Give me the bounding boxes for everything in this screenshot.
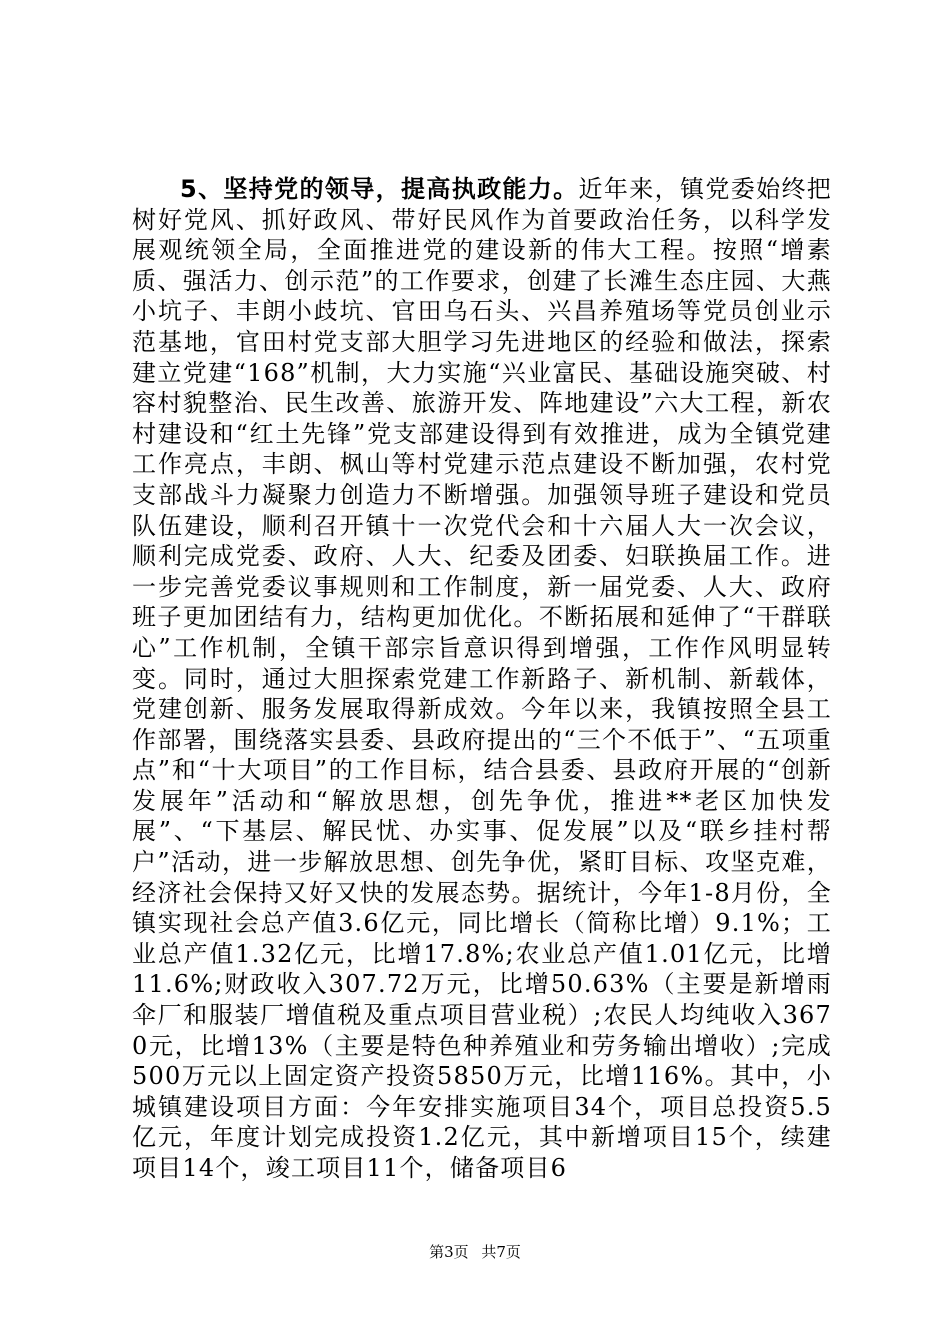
body-paragraph (132, 174, 832, 1184)
paragraph-text: 近年来，镇党委始终把树好党风、抓好政风、带好民风作为首要政治任务，以科学发展观统领全局，全面推进党的建设新的伟大工程。按照“增素质、强活力、创示范”的工作要求，创建了长滩生态庄园、大燕小坑子、丰朗小歧坑、官田乌石头、兴昌养殖场等党员创业示范基地，官田村党支部大胆学习先进地区的经验和做法，探索建立党建“168”机制，大力实施“兴业富民、基础设施突破、村容村貌整治、民生改善、旅游开发、阵地建设”六大工程，新农村建设和“红土先锋”党支部建设得到有效推进，成为全镇党建工作亮点，丰朗、枫山等村党建示范点建设不断加强，农村党支部战斗力凝聚力创造力不断增强。加强领导班子建设和党员队伍建设，顺利召开镇十一次党代会和十六届人大一次会议，顺利完成党委、政府、人大、纪委及团委、妇联换届工作。进一步完善党委议事规则和工作制度，新一届党委、人大、政府班子更加团结有力，结构更加优化。不断拓展和延伸了“干群联心”工作机制，全镇干部宗旨意识得到增强，工作作风明显转变。同时，通过大胆探索党建工作新路子、新机制、新载体，党建创新、服务发展取得新成效。今年以来，我镇按照全县工作部署，围绕落实县委、县政府提出的“三个不低于”、“五项重点”和“十大项目”的工作目标，结合县委、县政府开展的“创新发展年”活动和“解放思想，创先争优，推进**老区加快发展”、“下基层、解民忧、办实事、促发展”以及“联乡挂村帮户”活动，进一步解放思想、创先争优，紧盯目标、攻坚克难，经济社会保持又好又快的发展态势。据统计，今年1-8月份，全镇实现社会总产值3.6亿元，同比增长（简称比增）9.1%；工业总产值1.32亿元，比增17.8%;农业总产值1.01亿元，比增11.6%;财政收入307.72万元，比增50.63%（主要是新增雨伞厂和服装厂增值税及重点项目营业税）;农民人均纯收入3670元，比增13%（主要是特色种养殖业和劳务输出增收）;完成500万元以上固定资产投资5850万元，比增116%。其中，小城镇建设项目方面：今年安排实施项目34个，项目总投资5.5亿元，年度计划完成投资1.2亿元，其中新增项目15个，续建项目14个，竣工项目11个，储备项目6 (132, 175, 833, 1182)
page-footer (0, 1242, 950, 1262)
section-heading: 5、坚持党的领导，提高执政能力。 (180, 175, 579, 203)
page-total: 共7页 (481, 1243, 521, 1261)
page-number: 第3页 (429, 1243, 469, 1261)
